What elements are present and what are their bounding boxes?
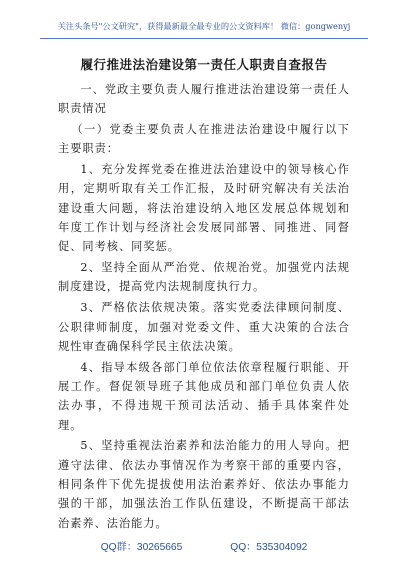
body-paragraph: 1、充分发挥党委在推进法治建设中的领导核心作用，定期听取有关工作汇报，及时研究解决有关法治建设重大问题，将法治建设纳入地区发展总体规划和年度工作计划与经济社会发展同部署、同推进、同督促、同考核、同奖惩。: [58, 163, 350, 254]
section-heading: 一、党政主要负责人履行推进法治建设第一责任人职责情况: [58, 83, 350, 116]
header-divider: [40, 38, 368, 39]
body-paragraph: 5、坚持重视法治素养和法治能力的用人导向。把遵守法律、依法办事情况作为考察干部的重要内容，相同条件下优先提拔使用法治素养好、依法办事能力强的干部，加强法治工作队伍建设，不断提高干部法治素养、法治能力。: [58, 439, 350, 530]
body-paragraph: 3、严格依法依规决策。落实党委法律顾问制度、公职律师制度，加强对党委文件、重大决策的合法合规性审查确保科学民主依法决策。: [58, 301, 350, 353]
qq-group-text: QQ群：30265665: [100, 542, 183, 553]
header-banner: 关注头条号"公文研究"，获得最新最全最专业的公文资料库！ 微信：gongwenyj: [57, 21, 351, 31]
body-paragraph: 2、坚持全面从严治党、依规治党。加强党内法规制度建设，提高党内法规制度执行力。: [58, 261, 350, 294]
document-title: 履行推进法治建设第一责任人职责自查报告: [80, 57, 328, 72]
document-body: [58, 80, 350, 534]
subsection-heading: （一）党委主要负责人在推进法治建设中履行以下主要职责：: [58, 123, 350, 156]
qq-text: QQ：535304092: [230, 542, 308, 553]
body-paragraph: 4、指导本级各部门单位依法依章程履行职能、开展工作。督促领导班子其他成员和部门单位负责人依法办事，不得违规干预司法活动、插手具体案件处理。: [58, 360, 350, 432]
footer-contact: [0, 538, 408, 554]
